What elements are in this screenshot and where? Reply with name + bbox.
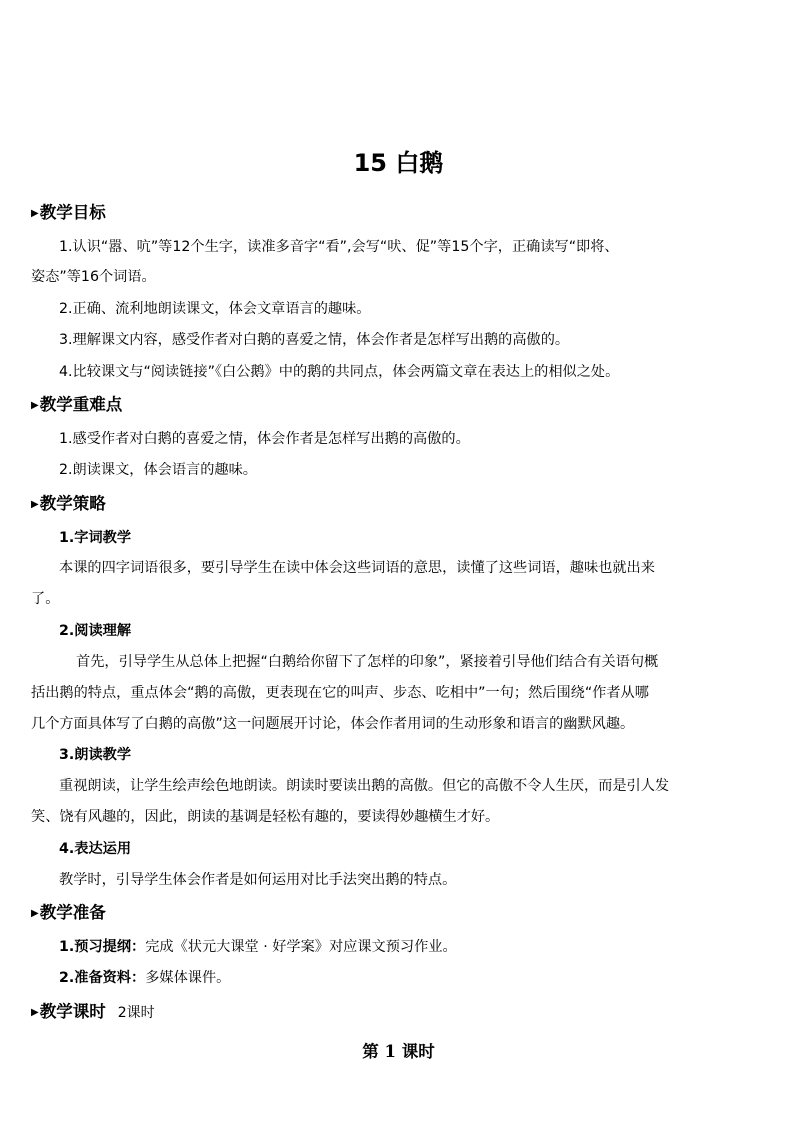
section-heading-goals xyxy=(31,201,766,226)
strategy-3-line-1: 重视朗读，让学生绘声绘色地朗读。朗读时要读出鹅的高傲。但它的高傲不令人生厌，而是引人发 xyxy=(59,778,670,794)
triangle-marker-icon: ▶ xyxy=(31,1007,39,1018)
goal-item-1-continued: 姿态”等16个词语。 xyxy=(31,269,156,285)
section-heading-key-points xyxy=(31,393,766,418)
section-heading-strategies xyxy=(31,492,766,517)
strategy-1-line-2: 了。 xyxy=(31,591,60,607)
strategy-1-line-1: 本课的四字词语很多，要引导学生在读中体会这些词语的意思，读懂了这些词语，趣味也就出来 xyxy=(59,560,655,576)
strategy-subtitle-4: 4.表达运用 xyxy=(59,841,132,857)
preparation-item-label: 1.预习提纲： xyxy=(59,939,146,955)
section-heading-label: 教学课时 xyxy=(39,1002,106,1021)
preparation-item-text: 多媒体课件。 xyxy=(145,970,231,986)
lesson-title: 第 1 课时 xyxy=(362,1042,435,1061)
strategy-subtitle-3: 3.朗读教学 xyxy=(59,747,132,763)
page-title: 15 白鹅 xyxy=(353,149,444,177)
key-point-item-1: 1.感受作者对白鹅的喜爱之情，体会作者是怎样写出鹅的高傲的。 xyxy=(59,431,470,447)
strategy-2-line-2: 括出鹅的特点，重点体会“鹅的高傲，更表现在它的叫声、步态、吃相中”一句；然后围绕“作者从哪 xyxy=(31,685,649,701)
key-point-item-2: 2.朗读课文，体会语言的趣味。 xyxy=(59,462,257,478)
triangle-marker-icon: ▶ xyxy=(31,908,39,919)
strategy-4-line-1: 教学时，引导学生体会作者是如何运用对比手法突出鹅的特点。 xyxy=(59,872,457,888)
section-heading-label: 教学准备 xyxy=(39,903,106,922)
strategy-subtitle-1: 1.字词教学 xyxy=(59,530,132,546)
section-heading-preparation xyxy=(31,901,766,926)
goal-item-1: 1.认识“嚣、吭”等12个生字，读准多音字“看”,会写“吠、促”等15个字，正确读写“即将、 xyxy=(59,239,619,255)
triangle-marker-icon: ▶ xyxy=(31,499,39,510)
preparation-item-1 xyxy=(31,936,794,958)
triangle-marker-icon: ▶ xyxy=(31,400,39,411)
preparation-item-label: 2.准备资料： xyxy=(59,970,146,986)
strategy-subtitle-2: 2.阅读理解 xyxy=(59,623,132,639)
strategy-3-line-2: 笑、饶有风趣的，因此，朗读的基调是轻松有趣的，要读得妙趣横生才好。 xyxy=(31,809,500,825)
goal-item-3: 3.理解课文内容，感受作者对白鹅的喜爱之情，体会作者是怎样写出鹅的高傲的。 xyxy=(59,332,570,348)
hours-value: 2课时 xyxy=(117,1005,155,1021)
section-heading-label: 教学策略 xyxy=(39,494,106,513)
strategy-2-line-3: 几个方面具体写了白鹅的高傲”这一问题展开讨论，体会作者用词的生动形象和语言的幽默风趣。 xyxy=(31,716,635,732)
preparation-item-text: 完成《状元大课堂 · 好学案》对应课文预习作业。 xyxy=(145,939,457,955)
goal-item-4: 4.比较课文与“阅读链接”《白公鹅》中的鹅的共同点，体会两篇文章在表达上的相似之处。 xyxy=(59,364,620,380)
section-heading-label: 教学重难点 xyxy=(39,395,123,414)
section-heading-hours xyxy=(31,1000,766,1025)
strategy-2-line-1: 首先，引导学生从总体上把握“白鹅给你留下了怎样的印象”，紧接着引导他们结合有关语句概 xyxy=(76,654,659,670)
goal-item-2: 2.正确、流利地朗读课文，体会文章语言的趣味。 xyxy=(59,301,371,317)
section-heading-label: 教学目标 xyxy=(39,203,106,222)
preparation-item-2 xyxy=(31,967,794,989)
triangle-marker-icon: ▶ xyxy=(31,208,39,219)
